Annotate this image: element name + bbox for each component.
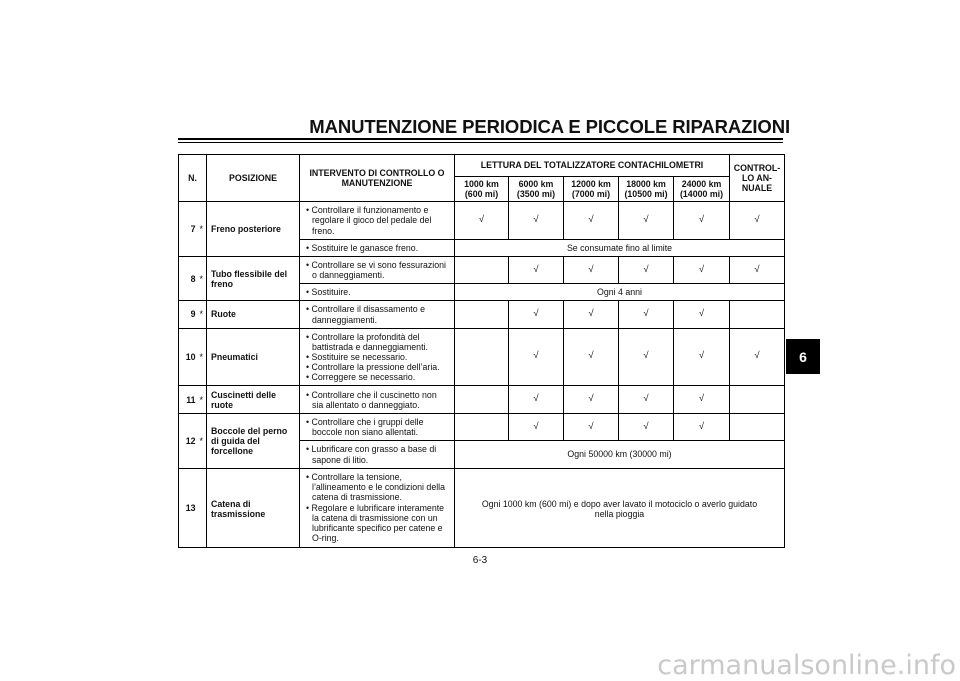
action-item: • Controllare se vi sono fessurazioni o danneggiamenti.	[304, 260, 450, 280]
check-mark: √	[619, 414, 674, 441]
header-odometer-group: LETTURA DEL TOTALIZZATORE CONTACHILOMETRI	[455, 155, 730, 177]
check-mark: √	[509, 414, 564, 441]
row-position: Ruote	[207, 301, 300, 328]
check-mark: √	[674, 301, 730, 328]
page-number: 6-3	[472, 555, 488, 566]
empty-cell	[730, 301, 785, 328]
row-action	[300, 441, 455, 468]
action-item: • Controllare che il cuscinetto non sia allentato o danneggiato.	[304, 390, 450, 410]
check-mark: √	[509, 202, 564, 240]
check-mark: √	[619, 301, 674, 328]
action-item: • Controllare che i gruppi delle boccole non siano allentati.	[304, 417, 450, 437]
action-item: • Lubrificare con grasso a base di sapone di litio.	[304, 444, 450, 464]
header-row-1	[179, 155, 785, 177]
star-mark: *	[197, 414, 207, 468]
empty-cell	[455, 386, 509, 414]
action-item: • Controllare la profondità del battistrada e danneggiamenti.	[304, 332, 450, 352]
check-mark: √	[730, 202, 785, 240]
star-mark: *	[197, 328, 207, 386]
row-action	[300, 468, 455, 547]
check-mark: √	[674, 257, 730, 284]
interval-note: Ogni 4 anni	[455, 284, 785, 301]
header-6000km: 6000 km (3500 mi)	[509, 177, 564, 202]
title-rule	[178, 138, 783, 140]
check-mark: √	[619, 202, 674, 240]
row-action	[300, 284, 455, 301]
check-mark: √	[674, 202, 730, 240]
table-row	[179, 202, 785, 240]
check-mark: √	[564, 301, 619, 328]
row-number: 10	[179, 328, 197, 386]
header-24000km: 24000 km (14000 mi)	[674, 177, 730, 202]
row-action	[300, 202, 455, 240]
row-position: Freno posteriore	[207, 202, 300, 257]
header-num: N.	[179, 155, 207, 202]
check-mark: √	[730, 328, 785, 386]
check-mark: √	[564, 202, 619, 240]
row-number: 9	[179, 301, 197, 328]
table-row	[179, 257, 785, 284]
empty-cell	[455, 328, 509, 386]
row-action	[300, 414, 455, 441]
check-mark: √	[619, 386, 674, 414]
action-item: • Sostituire.	[304, 287, 450, 297]
check-mark: √	[619, 257, 674, 284]
action-item: • Correggere se necessario.	[304, 372, 450, 382]
header-position: POSIZIONE	[207, 155, 300, 202]
row-number: 7	[179, 202, 197, 257]
empty-cell	[455, 257, 509, 284]
star-cell	[197, 468, 207, 547]
table-row	[179, 301, 785, 328]
row-number: 8	[179, 257, 197, 301]
action-item: • Controllare il funzionamento e regolare il gioco del pedale del freno.	[304, 205, 450, 235]
action-item: • Controllare la tensione, l’allineamento e le condizioni della catena di trasmissione.	[304, 472, 450, 502]
check-mark: √	[564, 328, 619, 386]
check-mark: √	[564, 414, 619, 441]
check-mark: √	[509, 301, 564, 328]
action-item: • Sostituire se necessario.	[304, 352, 450, 362]
check-mark: √	[674, 328, 730, 386]
empty-cell	[730, 414, 785, 441]
empty-cell	[455, 414, 509, 441]
header-intervention: INTERVENTO DI CONTROLLO O MANUTENZIONE	[300, 155, 455, 202]
check-mark: √	[509, 386, 564, 414]
row-position: Boccole del perno di guida del forcellone	[207, 414, 300, 468]
footer-watermark: carmanualsonline.info	[657, 650, 956, 681]
empty-cell	[730, 386, 785, 414]
row-position: Tubo flessibile del freno	[207, 257, 300, 301]
star-mark: *	[197, 301, 207, 328]
star-mark: *	[197, 386, 207, 414]
title-rule-thin	[178, 142, 783, 143]
empty-cell	[455, 301, 509, 328]
row-action	[300, 257, 455, 284]
check-mark: √	[455, 202, 509, 240]
row-number: 13	[179, 468, 197, 547]
row-number: 12	[179, 414, 197, 468]
table-row	[179, 468, 785, 547]
chapter-tab: 6	[786, 339, 820, 374]
header-18000km: 18000 km (10500 mi)	[619, 177, 674, 202]
row-action	[300, 328, 455, 386]
row-action	[300, 301, 455, 328]
row-number: 11	[179, 386, 197, 414]
star-mark: *	[197, 257, 207, 301]
interval-note: Se consumate fino al limite	[455, 240, 785, 257]
check-mark: √	[509, 257, 564, 284]
action-item: • Controllare la pressione dell’aria.	[304, 362, 450, 372]
row-position: Catena di trasmissione	[207, 468, 300, 547]
page-title: MANUTENZIONE PERIODICA E PICCOLE RIPARAZIONI	[309, 116, 790, 137]
header-1000km: 1000 km (600 mi)	[455, 177, 509, 202]
header-12000km: 12000 km (7000 mi)	[564, 177, 619, 202]
check-mark: √	[509, 328, 564, 386]
check-mark: √	[564, 257, 619, 284]
row-action	[300, 240, 455, 257]
interval-note: Ogni 50000 km (30000 mi)	[455, 441, 785, 468]
check-mark: √	[564, 386, 619, 414]
action-item: • Controllare il disassamento e danneggiamenti.	[304, 304, 450, 324]
row-action	[300, 386, 455, 414]
table-row	[179, 414, 785, 441]
table-row	[179, 328, 785, 386]
header-annual: CONTROL-LO AN-NUALE	[730, 155, 785, 202]
check-mark: √	[730, 257, 785, 284]
action-item: • Regolare e lubrificare interamente la catena di trasmissione con un lubrificante specifico per catene e O-ring.	[304, 503, 450, 543]
check-mark: √	[674, 414, 730, 441]
row-position: Pneumatici	[207, 328, 300, 386]
interval-note: Ogni 1000 km (600 mi) e dopo aver lavato il motociclo o averlo guidato nella pioggia	[455, 468, 785, 547]
action-item: • Sostituire le ganasce freno.	[304, 243, 450, 253]
table-row	[179, 386, 785, 414]
row-position: Cuscinetti delle ruote	[207, 386, 300, 414]
check-mark: √	[674, 386, 730, 414]
star-mark: *	[197, 202, 207, 257]
maintenance-table	[178, 154, 785, 548]
check-mark: √	[619, 328, 674, 386]
